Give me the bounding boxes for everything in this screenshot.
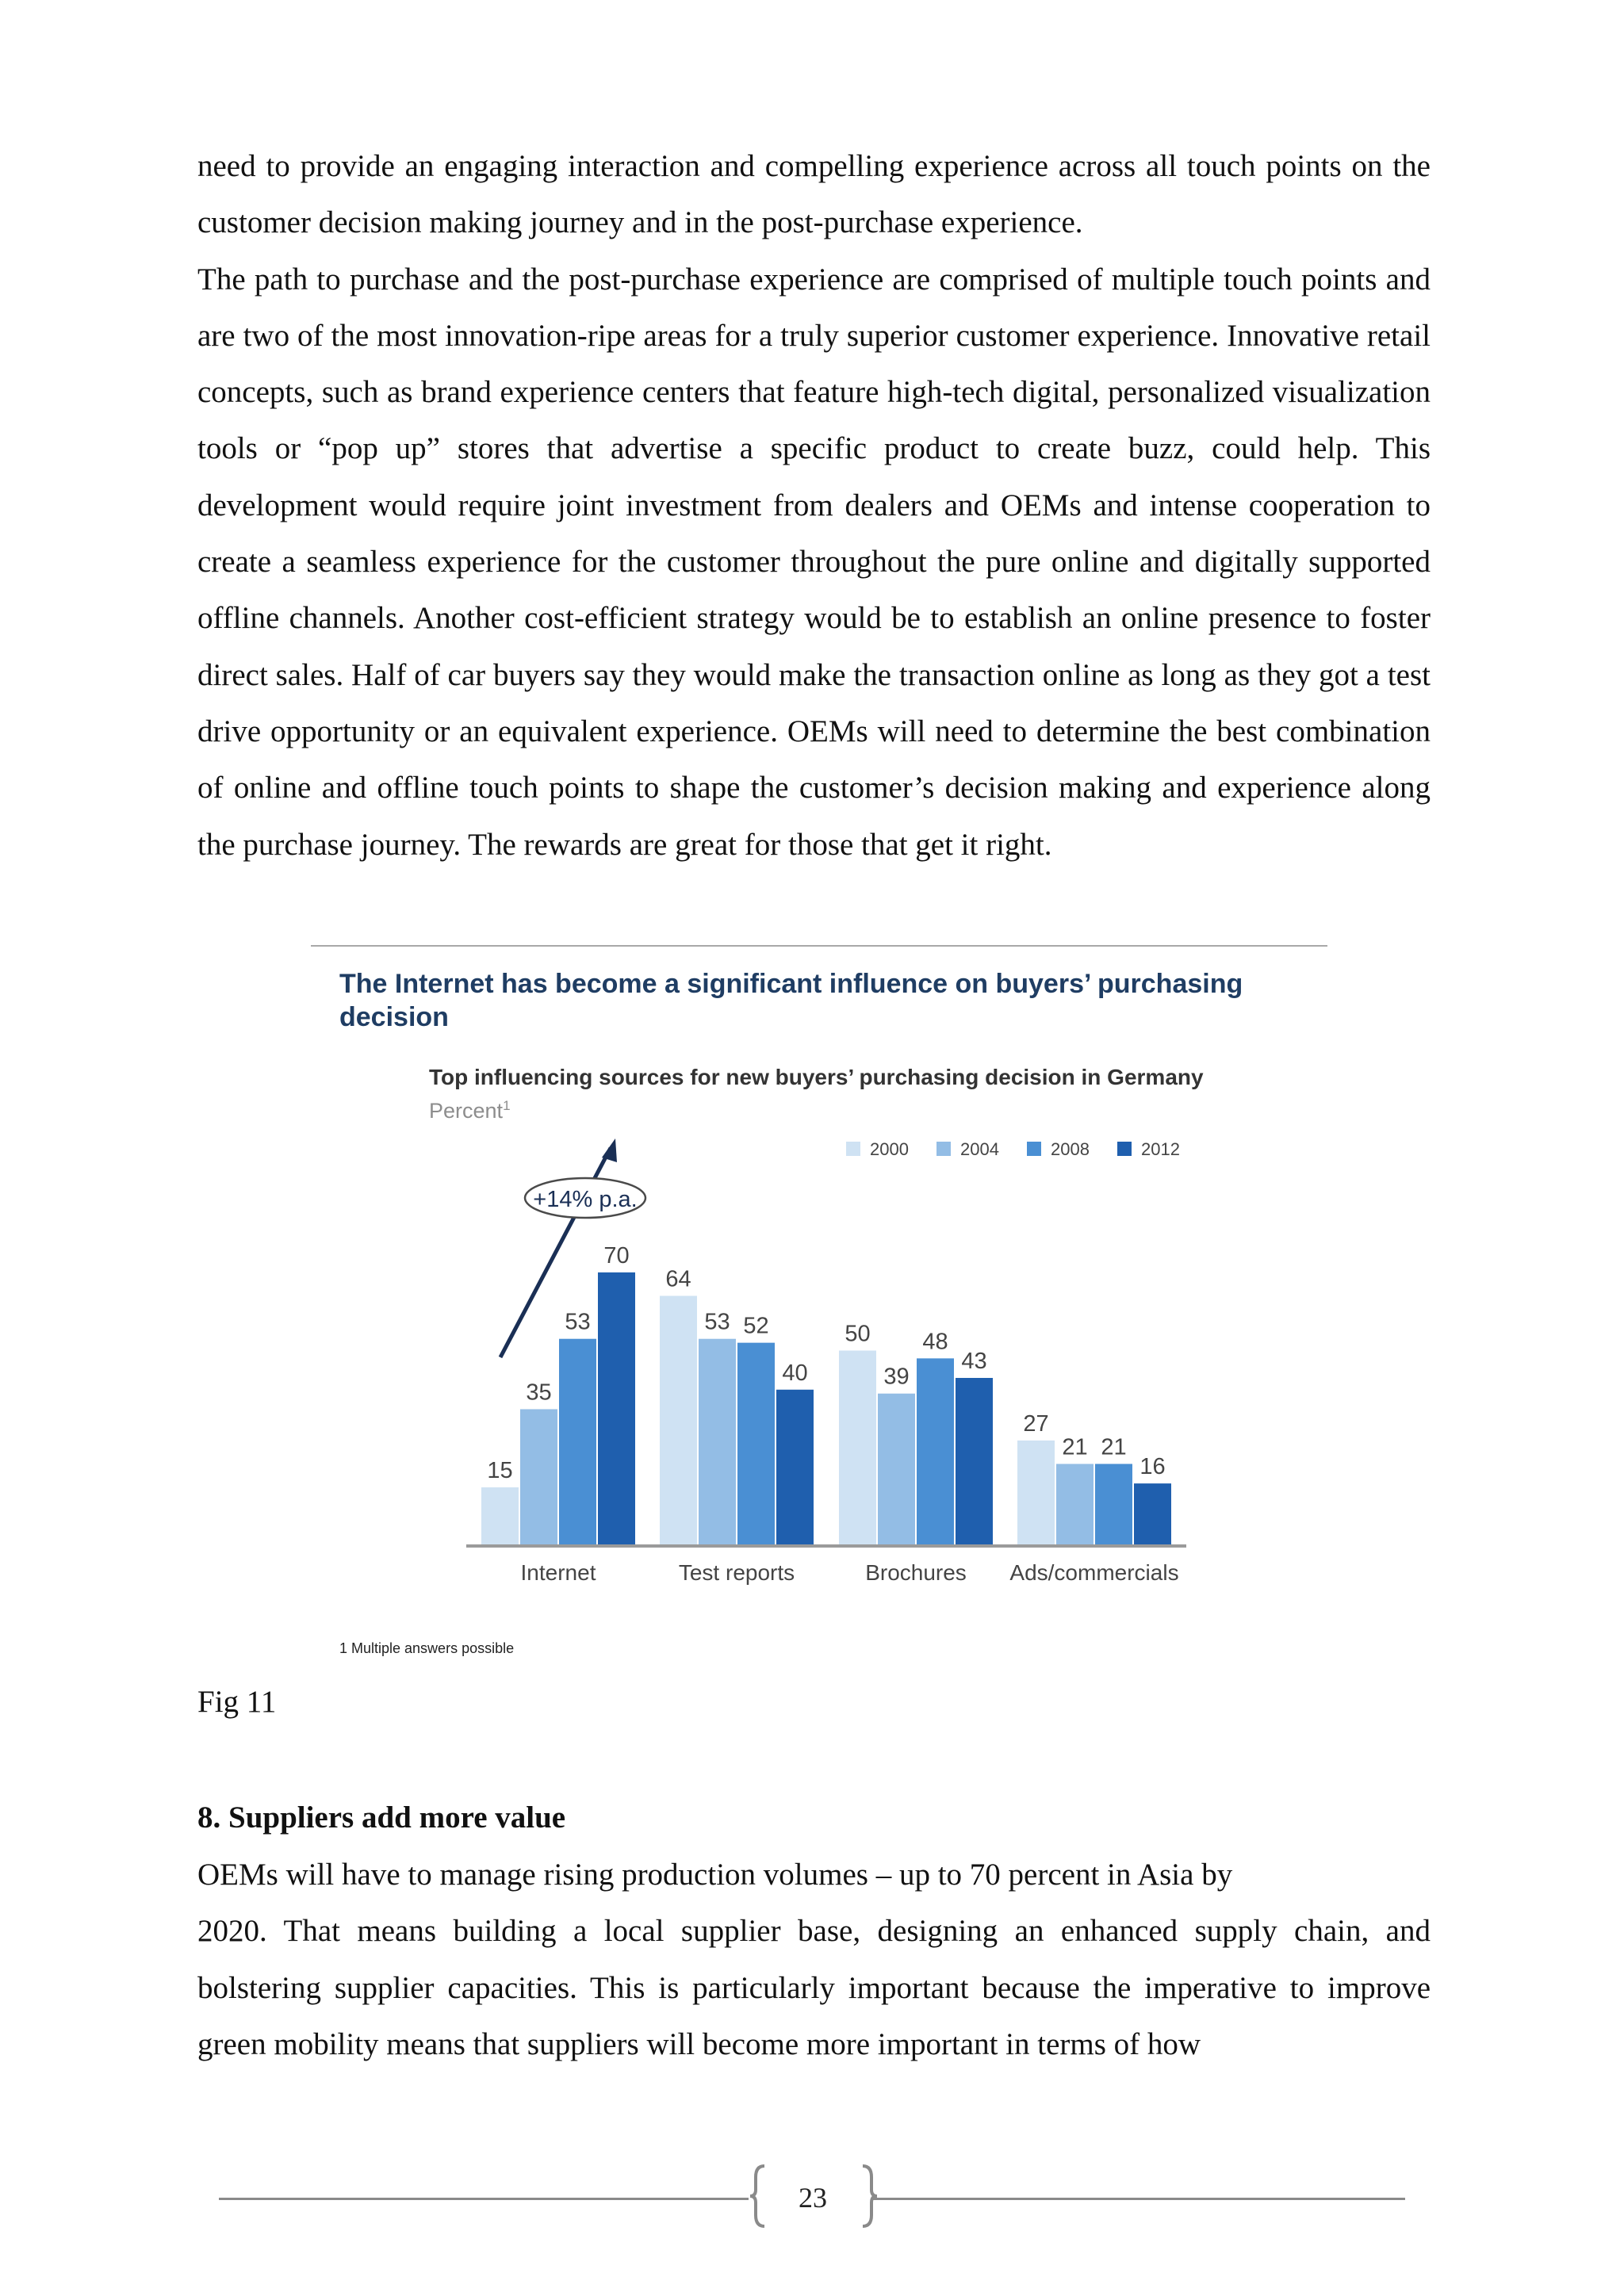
bar-brochures-2000 [839,1351,876,1547]
value-label-ads-commercials-2012: 16 [1139,1454,1166,1480]
bar-ads-commercials-2004 [1056,1464,1094,1546]
bar-internet-2012 [598,1272,635,1546]
legend-label-2004: 2004 [960,1139,999,1159]
footer-rule-left [219,2198,749,2200]
paragraph-2: The path to purchase and the post-purchase experience are comprised of multiple touch points and are two of the most innovation-ripe areas for a truly superior customer experience. Innovative retail concepts, such as brand experience centers that feature high-tech digital, personalized visualization tools or “pop up” stores that advertise a specific product to create buzz, could help. This development would require joint investment from dealers and OEMs and intense cooperation to create a seamless experience for the customer throughout the pure online and digitally supported offline channels. Another cost-efficient strategy would be to establish an online presence to foster direct sales. Half of car buyers say they would make the transaction online as long as they got a test drive opportunity or an equivalent experience. OEMs will need to determine the best combination of online and offline touch points to shape the customer’s decision making and experience along the purchase journey. The rewards are great for those that get it right. [197,262,1431,862]
figure-footnote: 1 Multiple answers possible [339,1640,515,1656]
value-label-ads-commercials-2000: 27 [1023,1410,1049,1437]
figure-caption: Fig 11 [197,1685,277,1719]
category-label-test-reports: Test reports [678,1560,795,1585]
section-first-line: OEMs will have to manage rising production volumes – up to 70 percent in Asia by [197,1858,1233,1892]
bar-ads-commercials-2008 [1095,1464,1132,1546]
bar-test-reports-2012 [776,1390,814,1546]
value-label-test-reports-2004: 53 [704,1309,730,1335]
value-label-internet-2000: 15 [487,1458,513,1484]
chart-unit-label: Percent [429,1099,504,1123]
chart-unit-footnote-mark: 1 [503,1098,511,1113]
bar-ads-commercials-2012 [1134,1483,1171,1546]
category-label-ads-commercials: Ads/commercials [1009,1560,1179,1585]
value-label-brochures-2008: 48 [922,1329,948,1355]
legend-swatch-2004 [936,1142,951,1156]
section-paragraph: 2020. That means building a local supplier base, designing an enhanced supply chain, and bolstering supplier capacities. This is particularly important because the imperative to improve green mobility means that suppliers will become more important in terms of how [197,1914,1431,2061]
growth-annotation-text: +14% p.a. [533,1187,638,1212]
value-label-internet-2004: 35 [526,1380,552,1406]
legend-label-2012: 2012 [1141,1139,1180,1159]
bar-test-reports-2004 [699,1339,736,1546]
footer-rule-right [872,2198,1405,2200]
value-label-brochures-2012: 43 [961,1349,987,1375]
page-number: 23 [799,2182,827,2214]
value-label-brochures-2000: 50 [845,1321,871,1347]
chart-category-labels [521,1560,1179,1585]
legend-swatch-2008 [1027,1142,1041,1156]
value-label-internet-2012: 70 [603,1242,630,1269]
value-label-test-reports-2000: 64 [665,1266,691,1292]
value-label-ads-commercials-2004: 21 [1062,1434,1088,1460]
bar-internet-2000 [481,1487,519,1546]
bar-test-reports-2000 [660,1295,697,1546]
category-label-brochures: Brochures [865,1560,967,1585]
legend-label-2000: 2000 [870,1139,909,1159]
section-body [197,1846,1431,2072]
value-label-brochures-2004: 39 [883,1364,910,1390]
value-label-ads-commercials-2008: 21 [1101,1434,1127,1460]
chart-legend [846,1139,1180,1159]
footer-right-bracket [861,2164,879,2228]
section-heading: 8. Suppliers add more value [197,1800,566,1835]
category-label-internet: Internet [520,1560,596,1585]
paragraph-1: need to provide an engaging interaction and compelling experience across all touch points on the customer decision making journey and in the post-purchase experience. [197,149,1431,240]
value-label-test-reports-2012: 40 [782,1360,808,1386]
chart-subtitle: Top influencing sources for new buyers’ purchasing decision in Germany [429,1065,1204,1089]
legend-label-2008: 2008 [1051,1139,1090,1159]
value-label-test-reports-2008: 52 [743,1313,769,1339]
bar-brochures-2008 [917,1358,954,1546]
figure-title: The Internet has become a significant influence on buyers’ purchasing decision [339,969,1243,1032]
bar-brochures-2004 [878,1394,915,1546]
bar-test-reports-2008 [737,1343,775,1546]
bar-brochures-2012 [956,1378,993,1546]
legend-swatch-2000 [846,1142,860,1156]
value-label-internet-2008: 53 [565,1309,591,1335]
bar-internet-2008 [559,1339,596,1546]
bar-ads-commercials-2000 [1017,1441,1055,1546]
legend-swatch-2012 [1117,1142,1132,1156]
bar-internet-2004 [520,1409,557,1546]
